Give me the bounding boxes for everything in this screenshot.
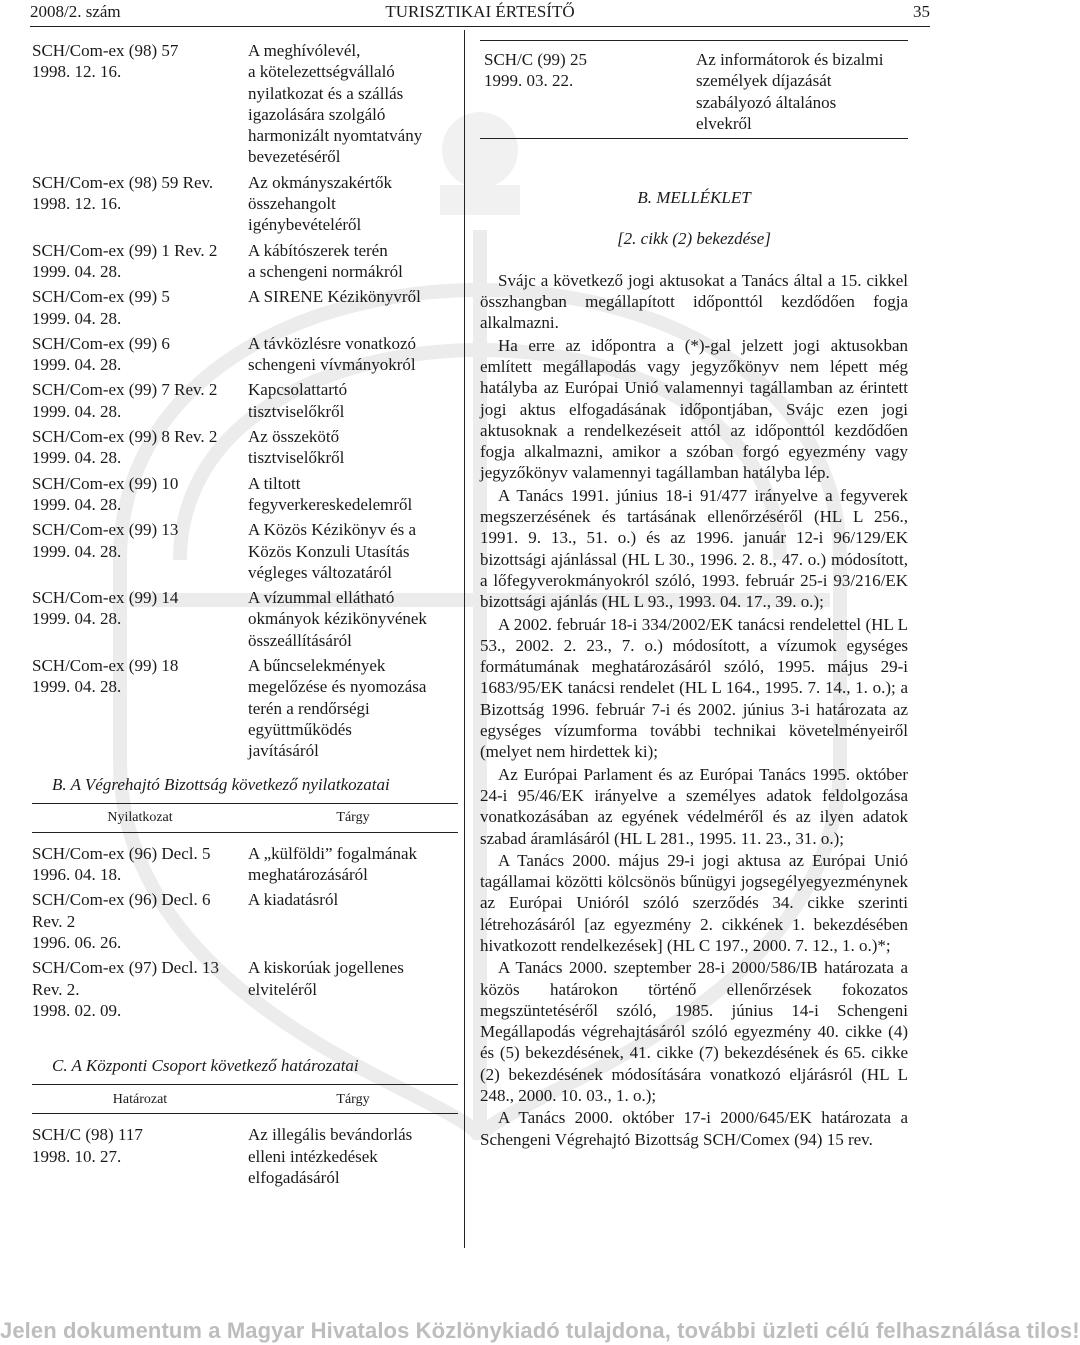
subject-line: Az okmányszakértők — [248, 172, 392, 192]
subject-cell — [248, 889, 458, 953]
subject-line: igazolására szolgáló — [248, 104, 386, 124]
document-id-line: SCH/Com-ex (98) 57 — [32, 41, 179, 60]
right-table-subject — [696, 49, 908, 134]
document-id-line: SCH/Com-ex (99) 14 — [32, 588, 179, 608]
document-id-line: SCH/Com-ex (99) 8 Rev. 2 — [32, 427, 218, 447]
subject-line: A kiadatásról — [248, 890, 339, 910]
subject-line: Az informátorok és bizalmi — [696, 50, 884, 69]
subject-line: schengeni vívmányokról — [248, 355, 416, 375]
journal-title: TURISZTIKAI ÉRTESÍTŐ — [385, 2, 575, 21]
document-id-line: 1998. 12. 16. — [32, 194, 122, 214]
document-id-cell — [32, 40, 248, 168]
document-id-cell — [32, 286, 248, 329]
declaration-list — [32, 843, 458, 1021]
subject-line: megelőzése és nyomozása — [248, 677, 427, 697]
right-column — [480, 40, 908, 1151]
subject-line: igénybevételéről — [248, 215, 362, 235]
document-id-cell — [32, 240, 248, 283]
subject-cell — [248, 473, 458, 516]
table-row — [32, 957, 458, 1021]
subject-cell — [248, 957, 458, 1021]
document-id-cell — [32, 843, 248, 886]
subject-line: A „külföldi” fogalmának — [248, 843, 418, 863]
document-id-line: SCH/Com-ex (99) 18 — [32, 656, 179, 676]
subject-line: A távközlésre vonatkozó — [248, 333, 417, 353]
right-table-id — [480, 49, 696, 134]
subject-cell — [248, 843, 458, 886]
subject-line: meghatározásáról — [248, 865, 368, 885]
document-id-line: SCH/Com-ex (99) 13 — [32, 520, 179, 540]
subject-line: elvekről — [696, 113, 752, 133]
document-id-line: SCH/Com-ex (99) 1 Rev. 2 — [32, 240, 218, 260]
annex-text — [480, 270, 908, 1150]
document-id-line: 1999. 04. 28. — [32, 541, 122, 561]
section-b-col1-header: Nyilatkozat — [107, 810, 173, 826]
subject-cell — [248, 426, 458, 469]
document-id-line: SCH/Com-ex (96) Decl. 6 — [32, 890, 211, 910]
section-c-heading: C. A Központi Csoport következő határozatai — [52, 1056, 359, 1076]
left-column — [32, 40, 458, 1192]
paragraph: Az Európai Parlament és az Európai Tanács 1995. október 24-i 95/46/EK irányelve a személyes adatok feldolgozása vonatkozásában az egyének védelméről és az ilyen adatok szabad áramlásáról (HL L 281., 1995. 11. 23., 31. o.); — [480, 764, 908, 848]
copyright-notice: Jelen dokumentum a Magyar Hivatalos Közlönykiadó tulajdona, további üzleti célú felhasználása tilos! — [0, 1318, 1080, 1343]
table-row — [32, 587, 458, 651]
document-id-line: 1999. 04. 28. — [32, 308, 122, 328]
subject-line: Közös Konzuli Utasítás — [248, 541, 410, 561]
document-id-line: 1999. 04. 28. — [32, 401, 122, 421]
subject-line: A kiskorúak jogellenes — [248, 958, 404, 978]
document-id-cell — [32, 333, 248, 376]
subject-line: személyek díjazását — [696, 71, 832, 91]
header-rule — [30, 26, 930, 27]
document-id-cell — [32, 379, 248, 422]
document-id-line: SCH/Com-ex (99) 5 — [32, 287, 170, 307]
document-id-line: 1999. 04. 28. — [32, 261, 122, 281]
annex-title: B. MELLÉKLET — [637, 188, 751, 208]
subject-line: A meghívólevél, — [248, 41, 361, 60]
subject-line: összehangolt — [248, 194, 336, 214]
section-b-table-header — [32, 803, 458, 833]
document-id-line: 1999. 03. 22. — [484, 71, 574, 91]
subject-line: A kábítószerek terén — [248, 240, 388, 260]
subject-line: szabályozó általános — [696, 92, 837, 112]
subject-cell — [248, 240, 458, 283]
subject-cell — [248, 655, 458, 761]
subject-cell — [248, 286, 458, 329]
paragraph: A 2002. február 18-i 334/2002/EK tanácsi rendelettel (HL L 53., 2002. 2. 23., 7. o.) módosított, a vízumok egységes formátumának meghatározásáról szóló, 1995. május 29-i 1683/95/EK tanácsi rendelet (HL L 164., 1995. 7. 14., 1. o.); a Bizottság 1996. február 7-i és 2002. június 3-i határozata az egységes vízumforma további technikai követelményeiről (melyet nem hirdettek ki); — [480, 614, 908, 762]
document-id-line: SCH/Com-ex (99) 7 Rev. 2 — [32, 380, 218, 400]
subject-line: A vízummal ellátható — [248, 588, 395, 608]
table-row — [32, 40, 458, 168]
subject-line: együttműködés — [248, 719, 352, 739]
table-row — [32, 286, 458, 329]
document-id-line: SCH/Com-ex (96) Decl. 5 — [32, 843, 211, 863]
subject-line: összeállításáról — [248, 630, 352, 650]
subject-cell — [248, 379, 458, 422]
subject-line: elfogadásáról — [248, 1168, 340, 1188]
subject-cell — [248, 333, 458, 376]
document-id-line: SCH/Com-ex (98) 59 Rev. — [32, 172, 214, 192]
subject-line: javításáról — [248, 741, 319, 761]
document-id-line: 1999. 04. 28. — [32, 494, 122, 514]
right-table-row — [480, 40, 908, 139]
table-row — [32, 519, 458, 583]
subject-line: A bűncselekmények — [248, 656, 386, 676]
document-id-line: SCH/C (99) 25 — [484, 50, 587, 69]
subject-line: A SIRENE Kézikönyvről — [248, 287, 421, 307]
document-id-line: Rev. 2. — [32, 979, 80, 999]
subject-line: nyilatkozat és a szállás — [248, 83, 404, 103]
paragraph: A Tanács 1991. június 18-i 91/477 irányelve a fegyverek megszerzésének és tartásának ellenőrzéséről (HL L 256., 1991. 9. 13., 51. o.) és az 1996. január 12-i 96/129/EK bizottsági ajánlással (HL L 30., 1996. 2. 8., 47. o.) módosított, a lőfegyverokmányokról szóló, 1993. február 25-i 93/216/EK bizottsági ajánlás (HL L 93., 1993. 04. 17., 39. o.); — [480, 485, 908, 612]
document-id-line: SCH/C (98) 117 — [32, 1125, 143, 1145]
subject-line: terén a rendőrségi — [248, 698, 370, 718]
subject-line: bevezetéséről — [248, 147, 341, 167]
subject-line: a kötelezettségvállaló — [248, 62, 395, 82]
document-id-line: 1999. 04. 28. — [32, 677, 122, 697]
subject-line: harmonizált nyomtatvány — [248, 126, 423, 146]
column-divider — [464, 30, 465, 1248]
document-id-cell — [32, 1124, 248, 1188]
paragraph: A Tanács 2000. május 29-i jogi aktusa az Európai Unió tagállamai közötti kölcsönös bűnügyi jogsegélyegyezménynek az Európai Unióról szóló szerződés 34. cikke szerinti létrehozásáról [az egyezmény 2. cikkének 1. bekezdésében hivatkozott rendelkezések] (HL C 197., 2000. 7. 12., 1. o.)*; — [480, 850, 908, 955]
document-id-line: 1998. 02. 09. — [32, 1000, 122, 1020]
document-id-cell — [32, 172, 248, 236]
table-row — [32, 333, 458, 376]
document-id-cell — [32, 587, 248, 651]
subject-line: okmányok kézikönyvének — [248, 609, 427, 629]
subject-line: elleni intézkedések — [248, 1146, 378, 1166]
subject-line: fegyverkereskedelemről — [248, 494, 413, 514]
document-id-cell — [32, 426, 248, 469]
table-row — [32, 240, 458, 283]
section-c-col1-header: Határozat — [112, 1091, 168, 1107]
document-id-line: 1996. 04. 18. — [32, 865, 122, 885]
document-id-cell — [32, 655, 248, 761]
annex-reference: [2. cikk (2) bekezdése] — [617, 229, 771, 249]
table-row — [32, 426, 458, 469]
table-row — [32, 379, 458, 422]
document-id-line: 1999. 04. 28. — [32, 448, 122, 468]
document-id-line: 1998. 10. 27. — [32, 1146, 122, 1166]
decision-list — [32, 40, 458, 762]
subject-line: végleges változatáról — [248, 562, 392, 582]
section-c-col2-header: Tárgy — [336, 1091, 370, 1107]
table-row — [32, 889, 458, 953]
subject-cell — [248, 519, 458, 583]
subject-line: elviteléről — [248, 979, 317, 999]
table-row — [32, 843, 458, 886]
subject-line: A Közös Kézikönyv és a — [248, 520, 417, 540]
section-b-col2-header: Tárgy — [336, 810, 370, 826]
subject-line: Az összekötő — [248, 427, 340, 447]
table-row — [32, 655, 458, 761]
subject-line: tisztviselőkről — [248, 401, 345, 421]
document-id-line: SCH/Com-ex (99) 10 — [32, 473, 179, 493]
document-id-cell — [32, 473, 248, 516]
subject-cell — [248, 40, 458, 168]
document-id-line: SCH/Com-ex (99) 6 — [32, 333, 170, 353]
page-number: 35 — [913, 2, 930, 21]
subject-line: a schengeni normákról — [248, 261, 403, 281]
issue-number: 2008/2. szám — [30, 2, 121, 21]
document-id-line: Rev. 2 — [32, 911, 76, 931]
section-b-heading: B. A Végrehajtó Bizottság következő nyilatkozatai — [52, 774, 390, 794]
paragraph: Ha erre az időpontra a (*)-gal jelzett jogi aktusokban említett megállapodás vagy jegyzőkönyv nem lépett még hatályba az Európai Unió valamennyi tagállamban az érintett jogi aktus elfogadásának időpontjában, Svájc ezen jogi aktusoknak a rendelkezéseit attól az időponttól kezdődően fogja alkalmazni, amikor a szóban forgó egyezmény vagy jegyzőkönyv valamennyi tagállamban hatályba lép. — [480, 335, 908, 483]
section-c-table-header — [32, 1084, 458, 1114]
document-id-line: 1999. 04. 28. — [32, 609, 122, 629]
document-id-cell — [32, 957, 248, 1021]
document-id-line: SCH/Com-ex (97) Decl. 13 — [32, 958, 219, 978]
table-row — [32, 473, 458, 516]
table-row — [32, 1124, 458, 1188]
paragraph: A Tanács 2000. október 17-i 2000/645/EK határozata a Schengeni Végrehajtó Bizottság SCH/Comex (94) 15 rev. — [480, 1108, 908, 1149]
subject-line: Az illegális bevándorlás — [248, 1125, 413, 1145]
document-id-cell — [32, 889, 248, 953]
subject-cell — [248, 587, 458, 651]
document-id-line: 1999. 04. 28. — [32, 355, 122, 375]
subject-cell — [248, 1124, 458, 1188]
subject-cell — [248, 172, 458, 236]
paragraph: A Tanács 2000. szeptember 28-i 2000/586/IB határozata a közös határokon történő ellenőrzések fokozatos megszüntetéséről szóló, 1985. június 14-i Schengeni Megállapodás végrehajtásáról szóló egyezmény 40. cikke (4) és (5) bekezdésének, 41. cikke (7) bekezdésének és 65. cikke (2) bekezdésének módosítására vonatkozó eljárásról (HL L 248., 2000. 10. 03., 1. o.); — [480, 958, 908, 1106]
document-id-cell — [32, 519, 248, 583]
page-header — [30, 2, 930, 24]
table-row — [32, 172, 458, 236]
document-id-line: 1996. 06. 26. — [32, 932, 122, 952]
group-decision-list — [32, 1124, 458, 1188]
subject-line: tisztviselőkről — [248, 448, 345, 468]
document-id-line: 1998. 12. 16. — [32, 62, 122, 82]
paragraph: Svájc a következő jogi aktusokat a Tanács által a 15. cikkel összhangban megállapított időponttól kezdődően fogja alkalmazni. — [480, 270, 908, 333]
subject-line: A tiltott — [248, 473, 301, 493]
subject-line: Kapcsolattartó — [248, 380, 348, 400]
